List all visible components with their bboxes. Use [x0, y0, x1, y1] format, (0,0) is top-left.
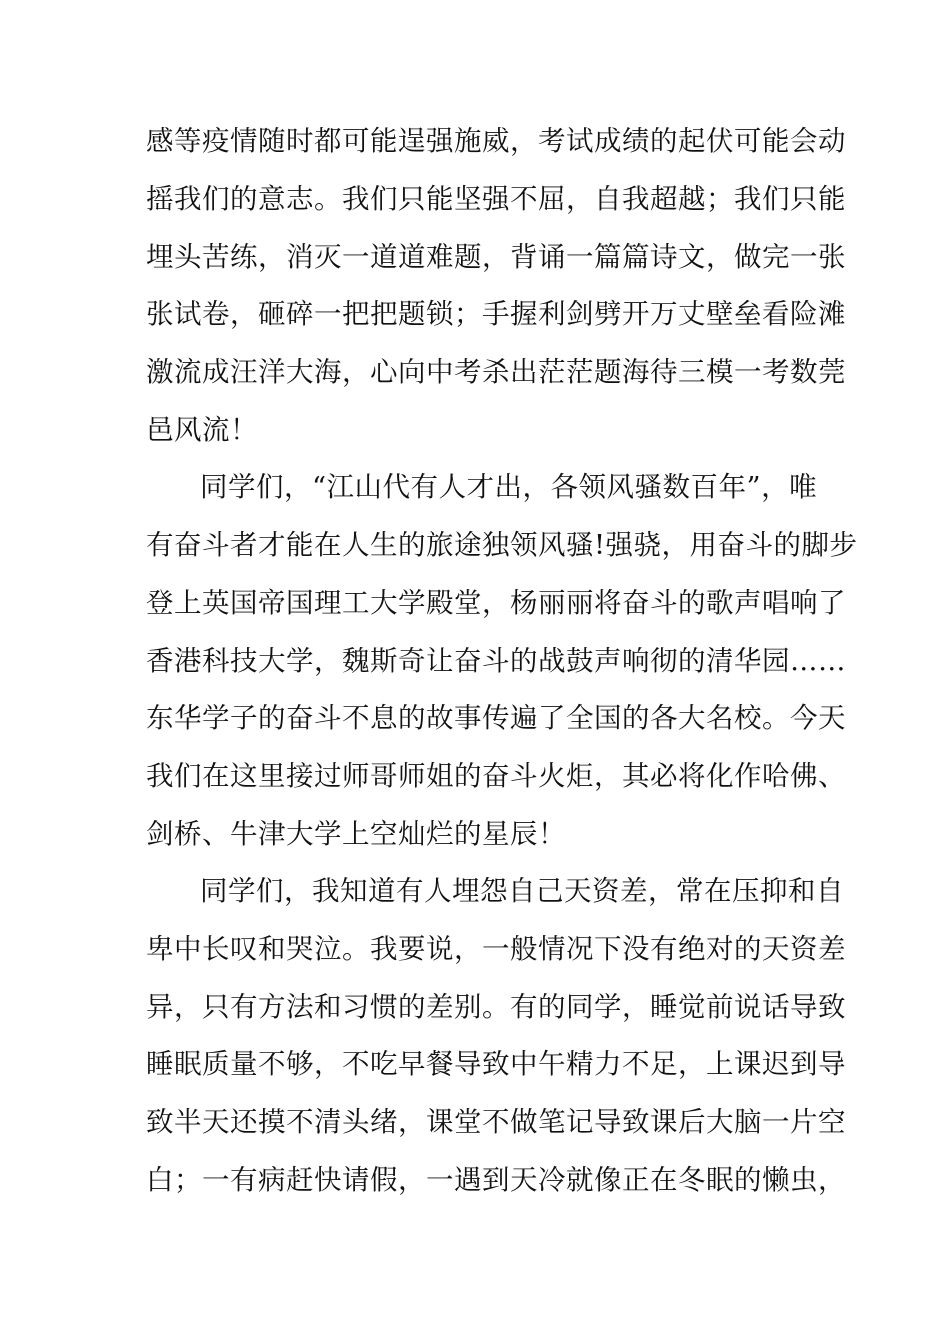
text-line: 感等疫情随时都可能逞强施威，考试成绩的起伏可能会动 [146, 125, 846, 157]
text-line: 异，只有方法和习惯的差别。有的同学，睡觉前说话导致 [146, 991, 846, 1023]
paragraph-first-line: 同学们，“江山代有人才出，各领风骚数百年”，唯 [200, 471, 818, 503]
text-line: 睡眠质量不够，不吃早餐导致中午精力不足，上课迟到导 [146, 1048, 846, 1080]
text-line: 我们在这里接过师哥师姐的奋斗火炬，其必将化作哈佛、 [146, 760, 846, 792]
text-line: 登上英国帝国理工大学殿堂，杨丽丽将奋斗的歌声唱响了 [146, 587, 846, 619]
text-line: 有奋斗者才能在人生的旅途独领风骚!强骁，用奋斗的脚步 [146, 529, 858, 561]
text-line: 东华学子的奋斗不息的故事传遍了全国的各大名校。今天 [146, 702, 846, 734]
text-line: 剑桥、牛津大学上空灿烂的星辰！ [146, 818, 566, 850]
text-line: 白；一有病赶快请假，一遇到天冷就像正在冬眠的懒虫， [146, 1164, 846, 1196]
text-line: 邑风流！ [146, 414, 258, 446]
text-line: 激流成汪洋大海，心向中考杀出茫茫题海待三模一考数莞 [146, 356, 846, 388]
text-line: 香港科技大学，魏斯奇让奋斗的战鼓声响彻的清华园…… [146, 645, 846, 677]
paragraph-first-line: 同学们，我知道有人埋怨自己天资差，常在压抑和自 [200, 875, 844, 907]
text-line: 摇我们的意志。我们只能坚强不屈，自我超越；我们只能 [146, 183, 846, 215]
text-line: 张试卷，砸碎一把把题锁；手握利剑劈开万丈壁垒看险滩 [146, 298, 846, 330]
text-line: 埋头苦练，消灭一道道难题，背诵一篇篇诗文，做完一张 [146, 241, 846, 273]
text-line: 致半天还摸不清头绪，课堂不做笔记导致课后大脑一片空 [146, 1106, 846, 1138]
text-line: 卑中长叹和哭泣。我要说，一般情况下没有绝对的天资差 [146, 933, 846, 965]
